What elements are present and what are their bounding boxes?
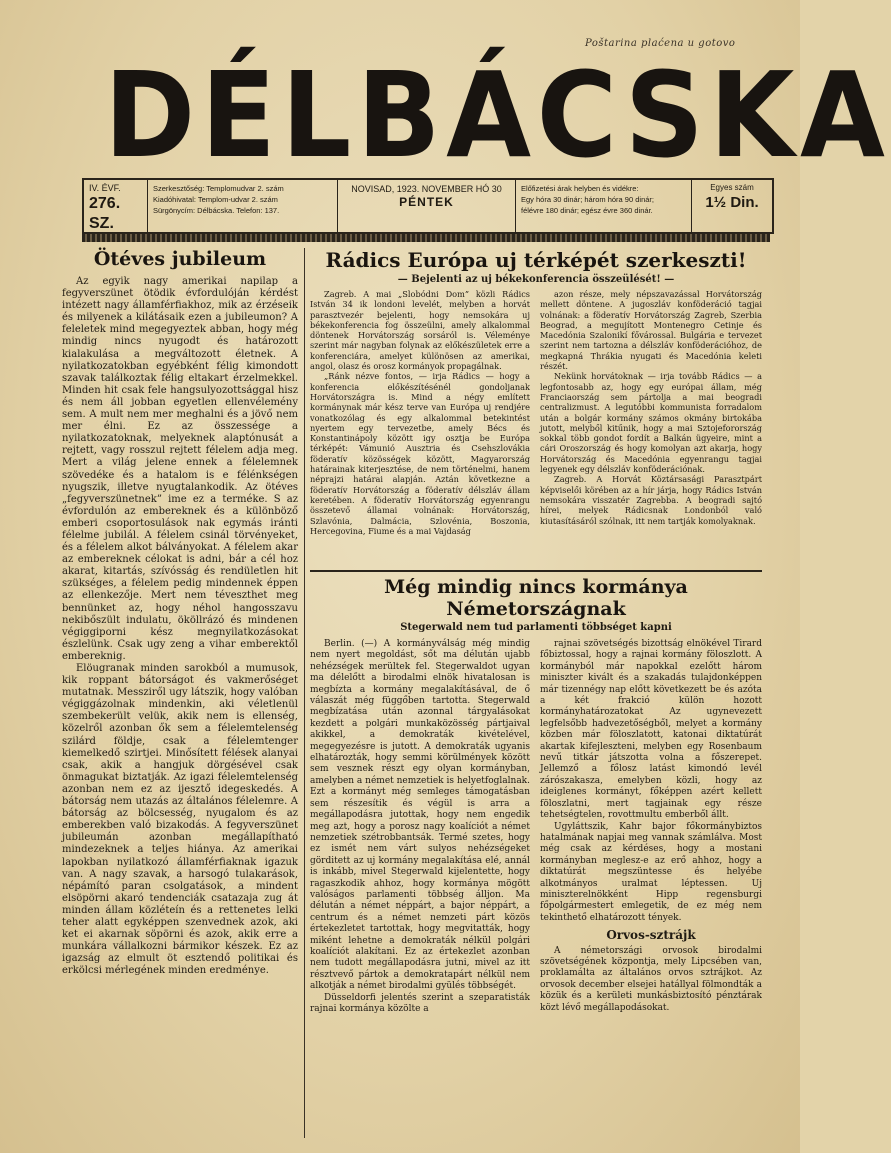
- top-col1-p2: „Ránk nézve fontos, — irja Rádics — hogy a konferencia előkészítésénél gondoljanak Horvátországra is. Mind a négy említett kormánynak már kész terve van Európa uj rendjére vonatkozólag és egy alkalommal betekintést nyertem egy tervezetbe, amely Bécs és Konstantinápoly között igy osztja be Európa térképét: Vámunió Ausztria és Csehszlovákia föderatív közösségek között, Magyarország határainak kiterjesztése, de nem történelmi, hanem néprajzi határai alapján. Aztán következne a föderatív Horvátország a föderatív délszláv állam keretében. A föderatív Horvátország egyenrangu összetevő államai volnának: Horvátország, Szlavónia, Dalmácia, Szlovénia, Boszonia, Hercegovina, Fiume és a mai Vajdaság: [310, 371, 530, 536]
- main-col2-p2: Ugyláttszik, Kahr bajor főkormánybiztos hatalmának napjai meg vannak számlálva. Most még csak az kérdéses, hogy a mostani kormányban meglesz-e az erő ahhoz, hogy a diktatúrát megszüntesse és helyébe alkotmányos uralmat léptessen. Uj miniszterelnökként Hipp regensburgi főpolgármestert emlegetik, de ez még nem tekinthető elhatározott tények.: [540, 821, 762, 923]
- copy-price-box: [692, 180, 772, 232]
- top-article-subtitle: — Bejelenti az uj békekonferencia összeülését! —: [397, 274, 675, 285]
- weekday: PÉNTEK: [399, 195, 454, 209]
- top-article-columns: [310, 289, 762, 536]
- main-article: [310, 576, 762, 1141]
- section-title-strike: Orvos-sztrájk: [606, 928, 696, 943]
- postage-note: Poštarina plaćena u gotovo: [585, 38, 736, 49]
- top-article: [310, 248, 762, 566]
- main-col1-p1: Berlin. (—) A kormányválság még mindig nem nyert megoldást, sőt ma délután ujabb nehézségek merültek fel. Stegerwaldot ugyan ma délelőtt a birodalmi elnök hivatalosan is megbízta a kormány megalakításával, de ő válaszát még függőben tartotta. Stegerwald megbízatása után azonnal tárgyalásokat kezdett a polgári munkaközösség pártjaival akikkel, a demokraták kivételével, megegyezésre is jutott. A demokraták ugyanis elhatározták, hogy semmi körülmények között sem vesznek részt egy olyan kormányban, amelyben a német nemzetiek is helyetfoglalnak. Ezt a kormányt még semleges támogatásban sem részesítik és végül is arra a megállapodásra jutottak, hogy nem engedik meg azt, hogy a porosz nagy koalíciót a német nemzetiek szétrobbantsák. Termé szetes, hogy ez ismét nem várt sulyos nehézségeket görditett az uj kormány megalakítása elé, annál is inkább, mivel Stegerwald kijelentette, hogy ragaszkodik ahhoz, hogy kormánya mögött valóságos parlamenti többség álljon. Ma délután a német néppárt, a bajor néppárt, a centrum és a német nemzeti párt közös értekezletet tartottak, hogy megvitatták, hogy miként lehetne a demokraták nélkül polgári koalíciót alakítani. Ez az értekezlet azonban nem tudott megállapodásra jutni, mivel az itt résztvevő pártok a demokratapárt nélkül nem alkotják a német birodalmi gyülés többségét.: [310, 639, 530, 992]
- editorial-info: Szerkesztőség: Templomudvar 2. szám Kiadóhivatal: Templom-udvar 2. szám Sürgönycím: Délbácska. Telefon: 137.: [148, 180, 338, 232]
- top-col2-p2: Nekünk horvátoknak — irja tovább Rádics — a legfontosabb az, hogy egy európai állam, még Franciaország sem pártolja a mai beogradi centralizmust. A legutóbbi kommunista forradalom után a bolgár kormány számos okmány birtokába jutott, melyből kitűnik, hogy a mai Sztojeforország sokkal több gondot fordít a Balkán ügyeire, mint a cári Oroszország és hogy komolyan azt akarja, hogy Horvátország és Macedónia egyenrangu tagjai legyenek egy délszláv konföderációnak.: [540, 371, 762, 475]
- main-article-title: Még mindig nincs kormánya Németországnak: [384, 576, 688, 620]
- left-article: [62, 248, 298, 1138]
- top-col2-p3: Zagreb. A Horvát Köztársasági Parasztpárt képviselői körében az a hír járja, hogy Rádics István nemsokára visszatér Zagrebba. A beogradi sajtó hírei, melyek Rádicsnak Londonból való kiutasításáról szólnak, itt nem tartják komolyaknak.: [540, 474, 762, 526]
- left-paragraph-1: Az egyik nagy amerikai napilap a fegyverszünet ötödik évfordulóján kérdést intézett nagy államférfiakhoz, mik az érzéseik és milyenek a kilátásaik ezen a jubileumon? A feleletek mind megegyeztek abban, hogy még mindig nincs nyugodt és határozott kialakulása a megváltozott életnek. A nyilatkozatokban egyébként félig kimondott szavak találkoztak félig eltakart érzelmekkel. Minden hit csak fele hangsulyozottsággal hisz és nem áll jobban egyetlen ellenvélemény sem. A mult nem mer meghalni és a jövő nem mer élni. Ez az összessége a nyilatkozatoknak, melyeknek alaptónusát a rejtett, vagy rosszul rejtett félelem adja meg. Mert a világ jelene ennek a félelemnek szövedéke és a hatalom is e félénkségen nyugszik, illetve nyugtalankodik. Az ötéves „fegyverszünetnek” ime ez a terméke. S az évfordulón az embereknek és a különböző emberi csoportosulások nak egymás iránti félelme jubilál. A félelem csinál törvényeket, és a félelem alkot bálványokat. A félelem akar az embereknek célokat is adni, bár a cél hoz akarat, kitartás, szívósság és rendületlen hit szükséges, a félelem pedig mindennek éppen az ellenkezője. Mert nem téveszthet meg bennünket az, hogy néhol hangosszavu nekibőszült indulatu, ököllrázó és mindenen végiggiporni kész megnyilatkozásokat észlelünk. Csak ugy zeng a vihar emberektől embereknig.: [62, 276, 298, 662]
- left-article-title: Ötéves jubileum: [93, 248, 267, 270]
- top-article-title: Rádics Európa uj térképét szerkeszti!: [325, 248, 747, 272]
- article-separator: [310, 570, 762, 572]
- left-article-body: [62, 276, 298, 977]
- main-article-subtitle: Stegerwald nem tud parlamenti többséget kapni: [400, 622, 672, 633]
- main-col1-p2: Düsseldorfi jelentés szerint a szeparatisták rajnai kormánya közölte a: [310, 992, 530, 1014]
- copy-price: 1½ Din.: [705, 194, 759, 211]
- copy-label: Egyes szám: [710, 183, 754, 192]
- top-article-col1: [310, 289, 530, 536]
- volume-label: IV. ÉVF.: [89, 183, 121, 193]
- masthead-title: DÉLBÁCSKA: [104, 46, 891, 184]
- main-article-col2: [540, 639, 762, 1015]
- masthead-rule: [82, 234, 770, 242]
- top-col2-p1: azon része, mely népszavazással Horvátország mellett döntene. A jugoszláv konföderáció tagjai volnának: a föderatív Horvátország Zagreb, Szerbia Beograd, a megujított Montenegro Cetinje és Macedónia Szalonikí fővárossal. Bulgária e tervezet szerint nem tartozna a délszláv konföderációhoz, de megkapná Thrákia nyugati és Macedónia keleti részét.: [540, 289, 762, 372]
- info-bar: [82, 178, 774, 234]
- top-col1-p1: Zagreb. A mai „Slobódni Dom” közli Rádics István 34 ik londoni levelét, melyben a horvát parasztvezér bejelenti, hogy nemsokára uj békekonferencia fog összeülni, amely alkalommal döntenek Horvátország sorsáról is. Véleménye szerint már nagyban folynak az előkészületek erre a konferenciára, amelyet különösen az amerikai, angol, olasz és orosz kormányok propagálnak.: [310, 289, 530, 372]
- main-col2-p1: rajnai szövetségés bizottság elnökével Tirard főbiztossal, hogy a rajnai kormány föloszlott. A kormányból már napokkal ezelőtt három miniszter kivált és a szakadás tulajdonképpen már tizennégy nap előtt következett be és azóta a két frakció külön hozott kormányhatározatokat Az ugynevezett legfelsőbb hadvezetőségből, melyet a kormány közben már föloszlatott, katonai diktatúrát akartak kifejleszteni, melyben egy Rosenbaum nevű titkár játszotta volna a főszerepet. Jellemző a főlosz latást kimondó levél zárószakasza, emelyben közli, hogy az ideiglenes kormányt, főképpen azért kellett föloszlatni, mert tagjainak egy része tehetségtelen, rovottmultu emberből állt.: [540, 639, 762, 821]
- date-line: NOVISAD, 1923. NOVEMBER HÓ 30: [351, 184, 502, 194]
- section-strike-text: A németországi orvosok birodalmi szövetségének központja, mely Lipcsében van, proklamálta az általános orvos sztrájkot. Az orvosok december elsejei hatállyal fölmondták a közük és a kerületi munkásbiztosító pénztárak közt lévő megállapodásokat.: [540, 945, 762, 1013]
- volume-box: [84, 180, 148, 232]
- column-divider-left: [304, 248, 305, 1138]
- issue-number: 276. SZ.: [89, 195, 121, 232]
- top-article-col2: [540, 289, 762, 536]
- main-article-columns: [310, 639, 762, 1015]
- subscription-info: Előfizetési árak helyben és vidékre: Egy hóra 30 dinár; három hóra 90 dinár; félévre 180 dinár; egész évre 360 dinár.: [516, 180, 692, 232]
- left-paragraph-2: Elöugranak minden sarokból a mumusok, kik roppant bátorságot és vakmerőséget mutatnak. Messziről ugy látszik, hogy valóban végiggázolnak mindenkin, aki véletlenül szembekerült velük, akik nem is ellenség, közelről azonban ők sem a félelemtelenség szilárd földje, csak a félelemtenger kiemelkedő szirtjei. Minősített félések alanyai csak, akik a hangjuk dörgésével csak önmagukat biztatják. Az igazi félelemtelenség azonban nem ez az ijesztő idegeskedés. A bátorság nem utazás az általános félelemre. A bátorság az bölcsesség, nyugalom és az emberekben való bizakodás. A fegyverszünet jubileumán azonban megállapítható mindezeknek a teljes hiánya. Az amerikai lapokban nyilatkozó államférfiaknak igazuk van. A nagy szavak, a harsogó tulakarások, népámító paran csolgatások, a mindent elsöpörni akaró tendenciák csatazaja zug át minden állam közléteín és a rettenetes lelki teher alatt egyképpen szenvednek azok, aki ket ei akarnak söpörni és azok, akik erre a munkára vállalkozni bármikor készek. Ez az igazság az elmult öt esztendő politikai és erkölcsi mérlegének minden eredménye.: [62, 663, 298, 977]
- date-box: [338, 180, 516, 232]
- main-article-col1: [310, 639, 530, 1015]
